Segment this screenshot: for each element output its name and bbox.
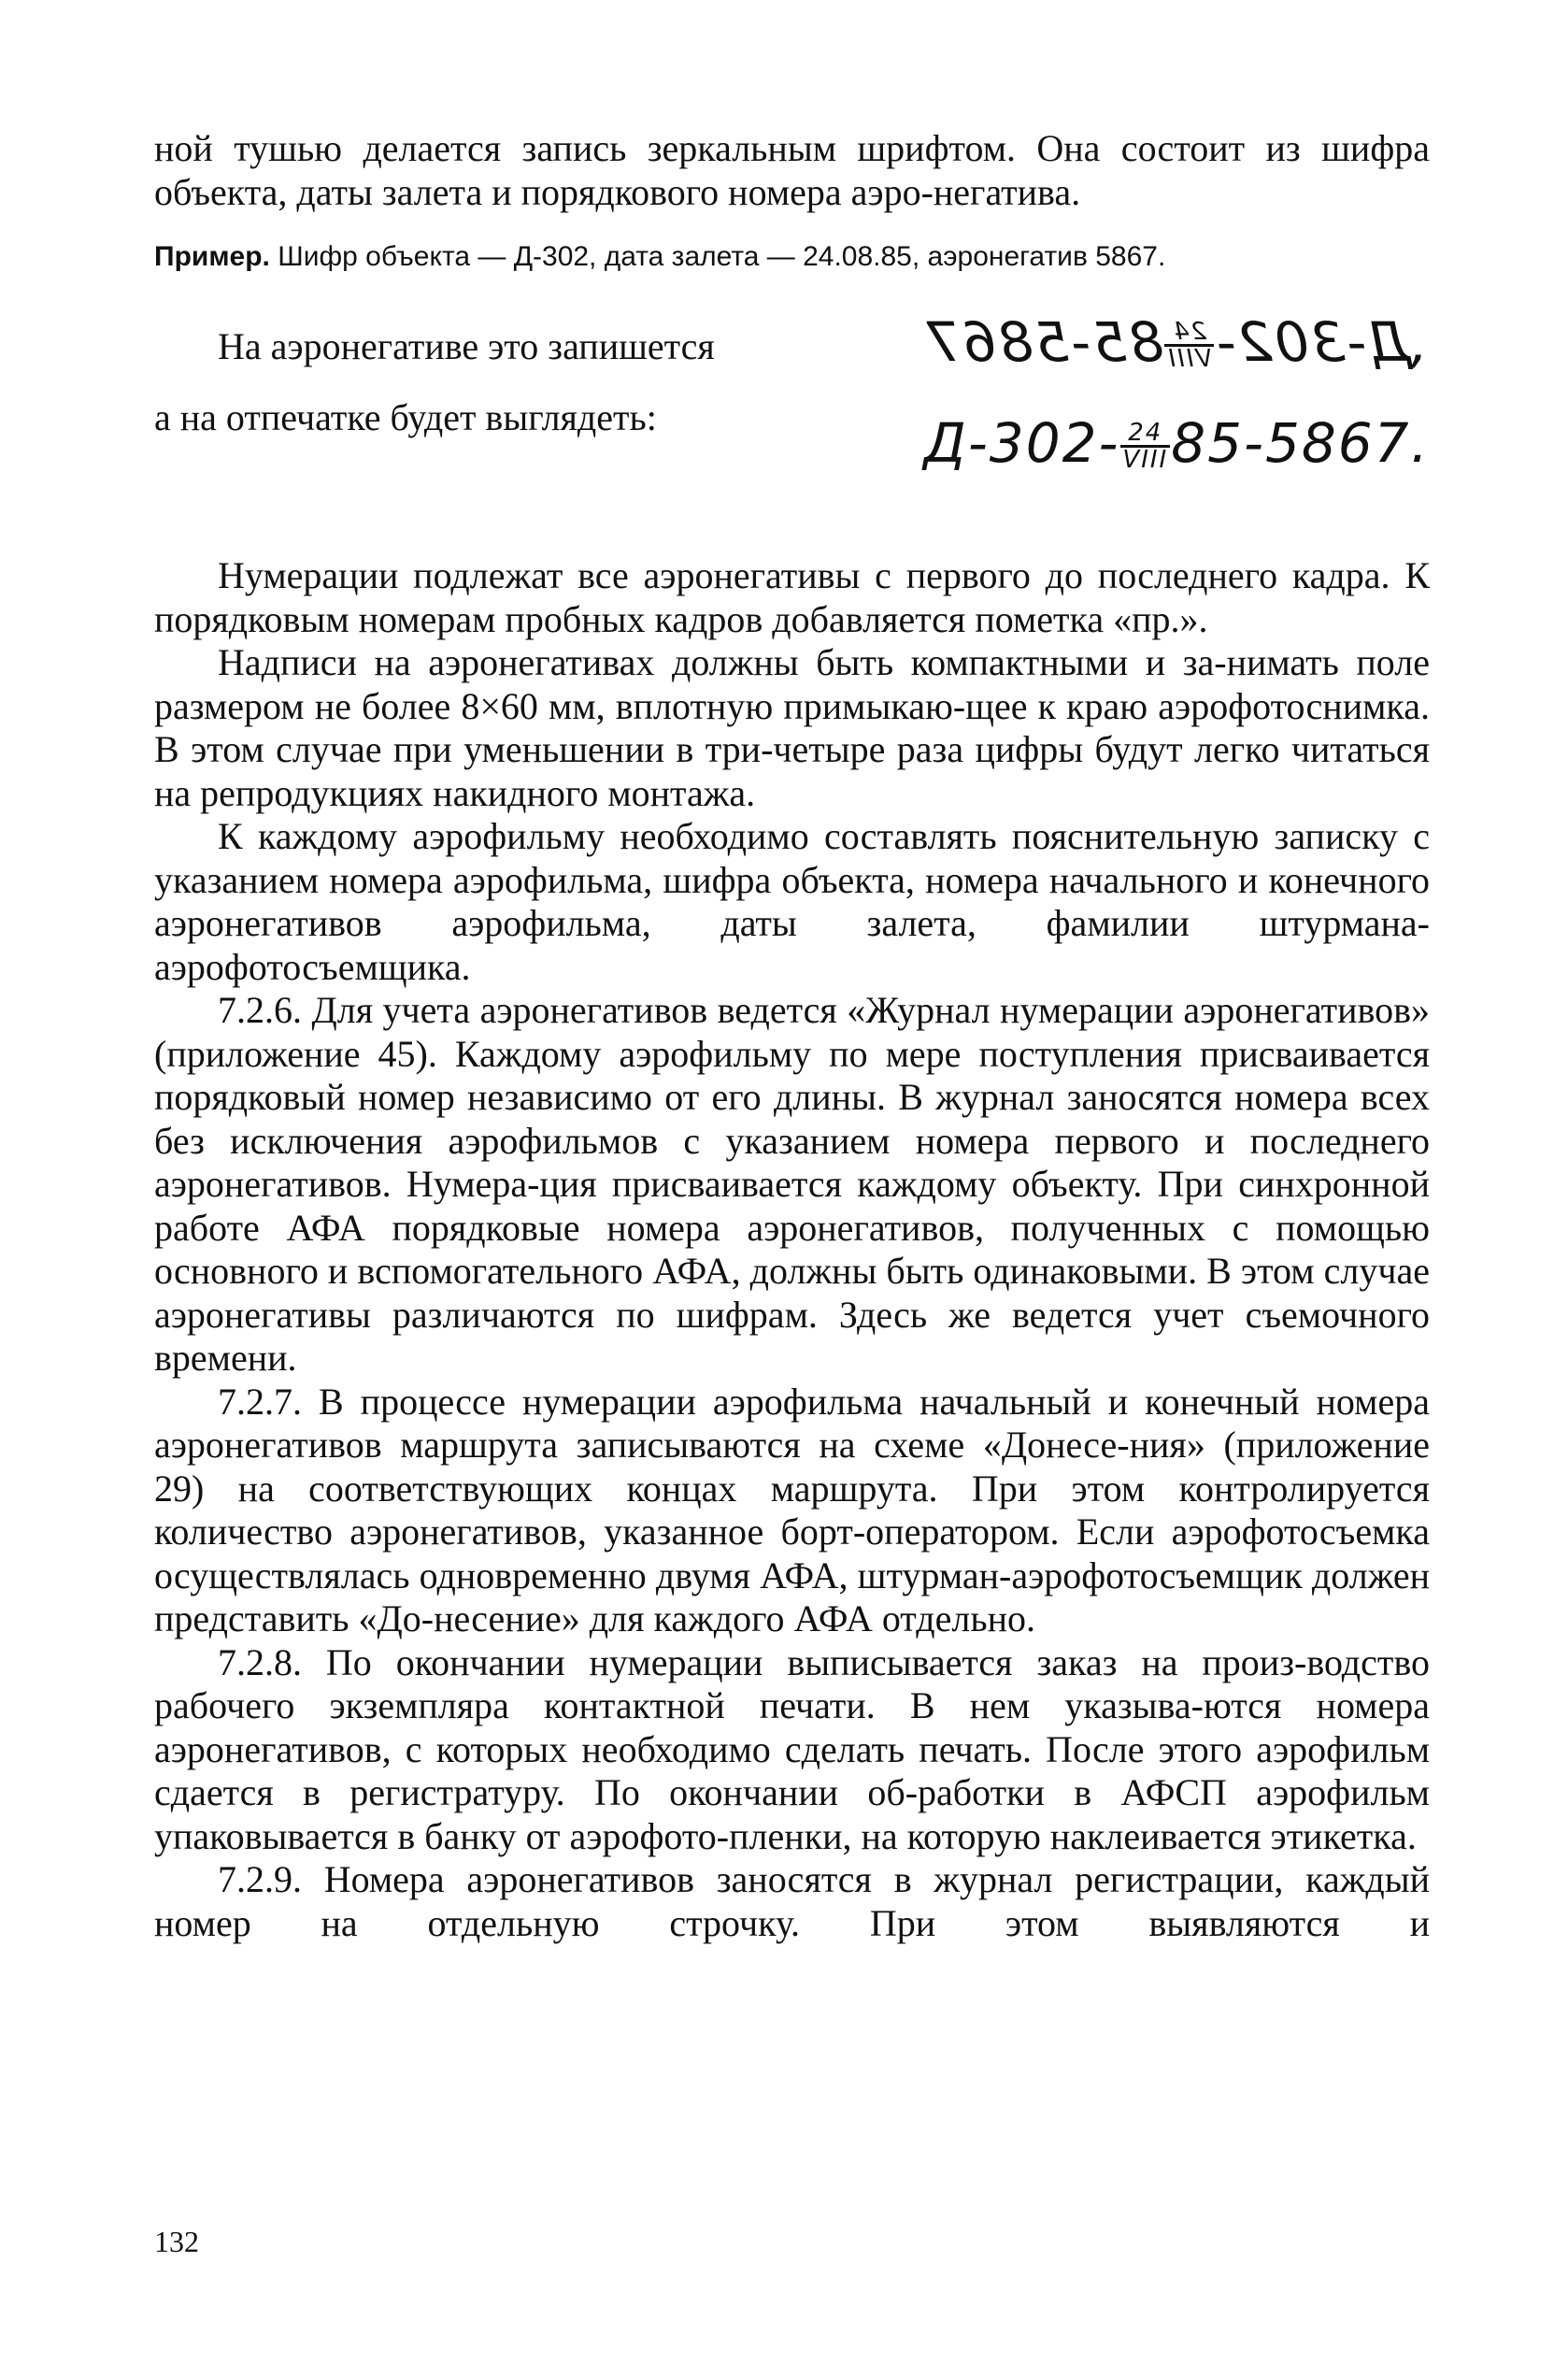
page-content xyxy=(154,127,1430,1945)
print-code-prefix: Д-302- xyxy=(923,411,1120,475)
paragraph-7-2-9: 7.2.9. Номера аэронегативов заносятся в журнал регистрации, каждый номер на отдельную строчку. При этом выявляются и xyxy=(154,1858,1430,1944)
paragraph-inscriptions: Надписи на аэронегативах должны быть компактными и за-нимать поле размером не более 8×60 мм, вплотную примыкаю-щее к краю аэрофотоснимка. В этом случае при уменьшении в три-четыре раза цифры будут легко читаться на репродукциях накидного монтажа. xyxy=(154,641,1430,814)
print-code-wrap xyxy=(923,411,1430,475)
paragraph-explanatory-note: К каждому аэрофильму необходимо составлять пояснительную записку с указанием номера аэрофильма, шифра объекта, номера начального и конечного аэронегативов аэрофильма, даты залета, фамилии штурмана-аэрофотосъемщика. xyxy=(154,815,1430,988)
mirror-code-suffix: 85-5867 xyxy=(923,310,1163,374)
mirror-code xyxy=(923,310,1411,374)
paragraph-7-2-8: 7.2.8. По окончании нумерации выписывается заказ на произ-водство рабочего экземпляра контактной печати. В нем указыва-ются номера аэронегативов, с которых необходимо сделать печать. После этого аэрофильм сдается в регистратуру. По окончании об-работки в АФСП аэрофильм упаковывается в банку от аэрофото-пленки, на которую наклеивается этикетка. xyxy=(154,1640,1430,1857)
page-number: 132 xyxy=(154,2225,199,2258)
paragraph-7-2-7: 7.2.7. В процессе нумерации аэрофильма начальный и конечный номера аэронегативов маршрута записываются на схеме «Донесе-ния» (приложение 29) на соответствующих концах маршрута. При этом контролируется количество аэронегативов, указанное борт-оператором. Если аэрофотосъемка осуществлялась одновременно двумя АФА, штурман-аэрофотосъемщик должен представить «До-несение» для каждого АФА отдельно. xyxy=(154,1380,1430,1639)
print-caption: а на отпечатке будет выглядеть: xyxy=(154,396,657,438)
negative-caption: На аэронегативе это запишется xyxy=(218,325,715,367)
print-code-date xyxy=(1120,419,1170,475)
body-text xyxy=(154,554,1430,1945)
print-code xyxy=(923,411,1430,475)
example-line xyxy=(154,238,1430,276)
mirror-code-date xyxy=(1164,318,1214,374)
mirror-code-tail: , xyxy=(1410,311,1430,376)
print-code-month: VIII xyxy=(1122,446,1169,475)
mirror-code-wrap xyxy=(923,310,1430,376)
paragraph-7-2-6: 7.2.6. Для учета аэронегативов ведется «Журнал нумерации аэронегативов» (приложение 45). Каждому аэрофильму по мере поступления присваивается порядковый номер независимо от его длины. В журнал заносятся номера всех без исключения аэрофильмов с указанием номера первого и последнего аэронегативов. Нумера-ция присваивается каждому объекту. При синхронной работе АФА порядковые номера аэронегативов, полученных с помощью основного и вспомогательного АФА, должны быть одинаковыми. В этом случае аэронегативы различаются по шифрам. Здесь же ведется учет съемочного времени. xyxy=(154,989,1430,1379)
print-code-day: 24 xyxy=(1128,419,1163,448)
mirror-code-day: 24 xyxy=(1171,318,1206,347)
example-label: Пример. xyxy=(154,241,270,272)
print-code-suffix: 85-5867 xyxy=(1171,411,1411,475)
mirror-code-month: VIII xyxy=(1165,345,1212,374)
example-text: Шифр объекта — Д-302, дата залета — 24.08.85, аэронегатив 5867. xyxy=(278,241,1166,272)
code-illustration xyxy=(154,310,1430,528)
paragraph-numbering: Нумерации подлежат все аэронегативы с первого до последнего кадра. К порядковым номерам пробных кадров добавляется пометка «пр.». xyxy=(154,554,1430,640)
mirror-code-prefix: Д-302- xyxy=(1214,310,1411,374)
paragraph-continued: ной тушью делается запись зеркальным шрифтом. Она состоит из шифра объекта, даты залета и порядкового номера аэро-негатива. xyxy=(154,127,1430,213)
print-code-tail: . xyxy=(1410,411,1430,475)
